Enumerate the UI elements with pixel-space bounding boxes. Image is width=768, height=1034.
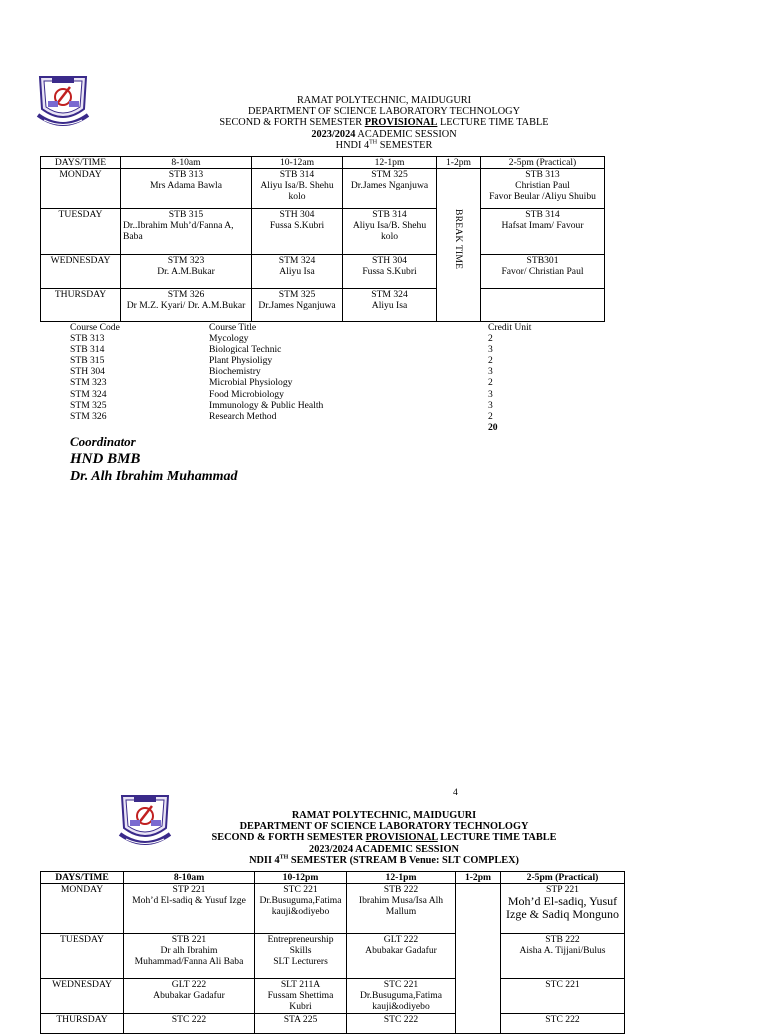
table-row [41,979,625,1014]
table-row [41,934,625,979]
timetable-title: SECOND & FORTH SEMESTER PROVISIONAL LECTURE TIME TABLE [211,832,557,844]
table-row [41,209,605,255]
table-row [41,255,605,289]
list-item: STB 315 Plant Physioligy 2 [70,355,493,367]
academic-session: 2023/2024 ACADEMIC SESSION [309,843,459,855]
table-cell: STC 222 [501,1014,625,1034]
course-list [70,322,531,433]
table-row [41,884,625,934]
table-header-row [41,157,605,169]
credit-total: 20 [488,421,498,433]
table-cell: STM 325 Dr.James Nganjuwa [343,169,437,209]
header-cell: 8-10am [124,872,255,884]
department-name: DEPARTMENT OF SCIENCE LABORATORY TECHNOLOGY [247,106,521,118]
list-item: STB 314 Biological Technic 3 [70,344,493,356]
table-cell: STB 222 Ibrahim Musa/Isa Alh Mallum [347,884,456,934]
header-cell: 12-1pm [343,157,437,169]
header-cell: 1-2pm [437,157,481,169]
page1-timetable [40,156,605,322]
table-cell: GLT 222 Abubakar Gadafur [347,934,456,979]
table-cell: STB 314 Aliyu Isa/B. Shehu kolo [252,169,343,209]
table-cell: GLT 222 Abubakar Gadafur [124,979,255,1014]
header-cell: DAYS/TIME [41,872,124,884]
page-number: 4 [453,787,458,798]
break-cell [456,884,501,1034]
course-list-head: Course Code Course Title Credit Unit [70,322,532,333]
table-cell: SLT 211A Fussam Shettima Kubri [255,979,347,1014]
day-cell: MONDAY [41,884,124,934]
table-cell: STM 325 Dr.James Nganjuwa [252,289,343,322]
day-cell: MONDAY [41,169,121,209]
day-cell: TUESDAY [41,934,124,979]
page2-timetable [40,871,625,1034]
table-cell: STB 313 Christian Paul Favor Beular /Aliyu Shuibu [481,169,605,209]
day-cell: THURSDAY [41,1014,124,1034]
table-cell: STC 221 Dr.Busuguma,Fatima kauji&odiyebo [255,884,347,934]
page2-header [0,810,768,866]
table-row [41,289,605,322]
timetable-title: SECOND & FORTH SEMESTER PROVISIONAL LECTURE TIME TABLE [219,117,549,129]
coordinator-dept: HND BMB [70,451,141,467]
list-item: STM 326 Research Method 2 [70,410,493,422]
table-cell: STC 221 Dr.Busuguma,Fatima kauji&odiyebo [347,979,456,1014]
coordinator-label: Coordinator [70,434,136,449]
table-cell: STC 221 [501,979,625,1014]
header-cell: 2-5pm (Practical) [481,157,605,169]
table-header-row [41,872,625,884]
list-item: STB 313 Mycology 2 [70,333,493,345]
table-cell: STP 221 Moh’d El-sadiq, Yusuf Izge & Sadiq Monguno [501,884,625,934]
list-item: STM 323 Microbial Physiology 2 [70,377,493,389]
table-cell: STH 304 Fussa S.Kubri [343,255,437,289]
header-cell: 2-5pm (Practical) [501,872,625,884]
coordinator-name: Dr. Alh Ibrahim Muhammad [70,469,238,484]
table-cell: STB 314 Aliyu Isa/B. Shehu kolo [343,209,437,255]
table-cell: STH 304 Fussa S.Kubri [252,209,343,255]
table-cell: STB 314 Hafsat Imam/ Favour [481,209,605,255]
header-cell: 10-12am [252,157,343,169]
list-item: STM 324 Food Microbiology 3 [70,388,493,400]
day-cell: TUESDAY [41,209,121,255]
header-cell: 12-1pm [347,872,456,884]
table-row [41,169,605,209]
day-cell: WEDNESDAY [41,979,124,1014]
table-cell: STA 225 [255,1014,347,1034]
header-cell: 8-10am [121,157,252,169]
table-cell [481,289,605,322]
break-time-cell: BREAK TIME [437,169,481,322]
page1-header [0,95,768,151]
table-cell: STM 324 Aliyu Isa [252,255,343,289]
table-cell: STB 221 Dr alh Ibrahim Muhammad/Fanna Ali Baba [124,934,255,979]
day-cell: WEDNESDAY [41,255,121,289]
list-item: STM 325 Immunology & Public Health 3 [70,399,493,411]
academic-session: 2023/2024 ACADEMIC SESSION [311,128,457,140]
header-cell: 10-12pm [255,872,347,884]
semester-label: NDII 4TH SEMESTER (STREAM B Venue: SLT COMPLEX) [249,854,519,866]
department-name: DEPARTMENT OF SCIENCE LABORATORY TECHNOLOGY [239,821,529,833]
list-item: STH 304 Biochemistry 3 [70,366,493,378]
table-cell: STB301 Favor/ Christian Paul [481,255,605,289]
table-cell: STB 222 Aisha A. Tijjani/Bulus [501,934,625,979]
table-cell: Entrepreneurship Skills SLT Lecturers [255,934,347,979]
table-cell: STP 221 Moh’d El-sadiq & Yusuf Izge [124,884,255,934]
table-cell: STM 323 Dr. A.M.Bukar [121,255,252,289]
table-cell: STC 222 [347,1014,456,1034]
table-cell: STM 326 Dr M.Z. Kyari/ Dr. A.M.Bukar [121,289,252,322]
day-cell: THURSDAY [41,289,121,322]
table-cell: STM 324 Aliyu Isa [343,289,437,322]
header-cell: 1-2pm [456,872,501,884]
institution-name: RAMAT POLYTECHNIC, MAIDUGURI [291,810,477,821]
table-cell: STB 313 Mrs Adama Bawla [121,169,252,209]
semester-label: HNDI 4TH SEMESTER [335,139,433,151]
table-cell: STC 222 [124,1014,255,1034]
institution-name: RAMAT POLYTECHNIC, MAIDUGURI [296,95,472,106]
table-cell: STB 315 Dr..Ibrahim Muh’d/Fanna A, Baba [121,209,252,255]
header-cell: DAYS/TIME [41,157,121,169]
